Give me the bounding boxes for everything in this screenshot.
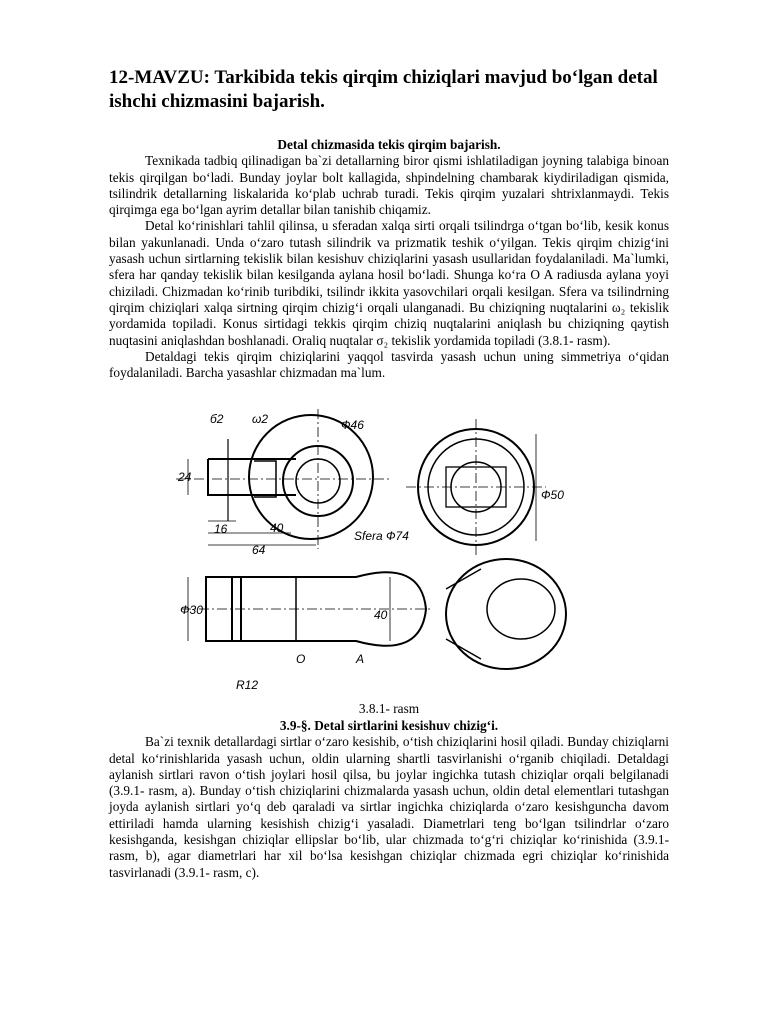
label-dim64: 64	[252, 543, 266, 557]
label-dim24: 24	[178, 470, 192, 484]
label-sigma: б2	[210, 412, 224, 426]
section-1-title: Detal chizmasida tekis qirqim bajarish.	[277, 137, 501, 152]
iso-view-edges	[446, 569, 481, 659]
iso-view-inner	[487, 579, 555, 639]
label-r12: R12	[236, 678, 259, 692]
figure-caption: 3.8.1- rasm	[358, 701, 420, 716]
iso-view-outer	[446, 559, 566, 669]
section-2-title: 3.9-§. Detal sirtlarini kesishuv chizig‘i.	[279, 718, 499, 733]
label-omega: ω2	[252, 412, 269, 426]
front-view-outer-circle	[249, 415, 373, 539]
technical-drawing-figure	[176, 409, 616, 699]
label-dim16: 16	[214, 522, 228, 536]
paragraph-4: Ba`zi texnik detallardagi sirtlar o‘zaro kesishib, o‘tish chiziqlarini hosil qiladi. Bunday chiziqlarni detal ko‘rinishlarida yasash uchun, oldin ularning shartli tasvirlanishi o‘rganib chiqiladi. Detaldagi aylanish sirtlari ravon o‘tish joylari hosil qilsa, bu joylar ingichka tutash chiziqlar orqali belgilanadi (3.9.1- rasm, a). Bunday o‘tish chiziqlarini chizmalarda yasash uchun, oldin detal elementlari tutashgan joyda aylanish sirtlari yo‘q deb qaraladi va sirtlar ingichka chiziqlarda o‘zaro kesishguncha davom ettiriladi hamda ularning kesishish chizig‘i yasaladi. Diametrlari teng bo‘lgan tsilindrlar o‘zaro kesishganda, kesishgan chiziqlar ellipslar bo‘lib, ular chizmada to‘g‘ri chiziqlar ko‘rinishida (3.9.1- rasm, b), agar diametrlari har xil bo‘lsa kesishgan chiziqlar chizmada egri chiziqlar ko‘rinishida tasvirlanadi (3.9.1- rasm, c).	[109, 734, 669, 880]
label-d46: Ф46	[341, 418, 364, 432]
section-1	[109, 137, 669, 381]
label-point-a: A	[356, 652, 365, 666]
label-dim40: 40	[270, 521, 284, 535]
paragraph-1: Texnikada tadbiq qilinadigan ba`zi detallarning biror qismi ishlatiladigan joyning talabiga binoan tekis qirqilgan bo‘ladi. Bunday joylar bolt kallagida, shpindelning chambarak kiydiriladigan qismida, tsilindrik detallarning liskalarida ko‘plab uchrab turadi. Tekis qirqim yuzalari shtrixlanmaydi. Tekis qirqimga ega bo‘lgan ayrim detallar bilan tanishib chiqamiz.	[109, 153, 669, 218]
page-title: 12-MAVZU: Tarkibida tekis qirqim chiziqlari mavjud bo‘lgan detal ishchi chizmasini bajarish.	[109, 67, 658, 112]
section-2	[109, 718, 669, 881]
label-d30: Ф30	[180, 603, 203, 617]
paragraph-2: Detal ko‘rinishlari tahlil qilinsa, u sferadan xalqa sirti orqali tsilindrga o‘tgan bo‘lib, kesik konus bilan yakunlanadi. Unda o‘zaro tutash silindrik va prizmatik teshik o‘yilgan. Tekis qirqim chizig‘ini yasash uchun sirtlarning tekislik bilan kesishuv chiziqlarini yasash usullaridan foydalaniladi. Ma`lumki, sfera har qanday tekislik bilan kesilganda aylana hosil bo‘ladi. Shunga ko‘ra O A radiusda aylana yoyi chiziladi. Chizmadan ko‘rinib turibdiki, tsilindr ikkita yasovchilari orqali kesilgan. Sfera va tsilindrning qirqim chiziqlari xalqa sirtning qirqim chizig‘i orqali ulanganadi. Bu chiziqning nuqtalarini ω₂ tekislik yordamida topiladi. Konus sirtidagi tekkis qirqim chiziq nuqtalarini aniqlash bu chiziqning qaytish nuqtasini aniqlashdan boshlanadi. Oraliq nuqtalar σ₂ tekislik yordamida topiladi (3.8.1- rasm).	[109, 218, 669, 348]
paragraph-3: Detaldagi tekis qirqim chiziqlarini yaqqol tasvirda yasash uchun uning simmetriya o‘qidan foydalaniladi. Barcha yasashlar chizmadan ma`lum.	[109, 348, 669, 381]
label-dim40b: 40	[374, 608, 388, 622]
label-point-o: O	[296, 652, 306, 666]
label-sfera: Sfera Ф74	[354, 529, 409, 543]
label-d50: Ф50	[541, 488, 564, 502]
